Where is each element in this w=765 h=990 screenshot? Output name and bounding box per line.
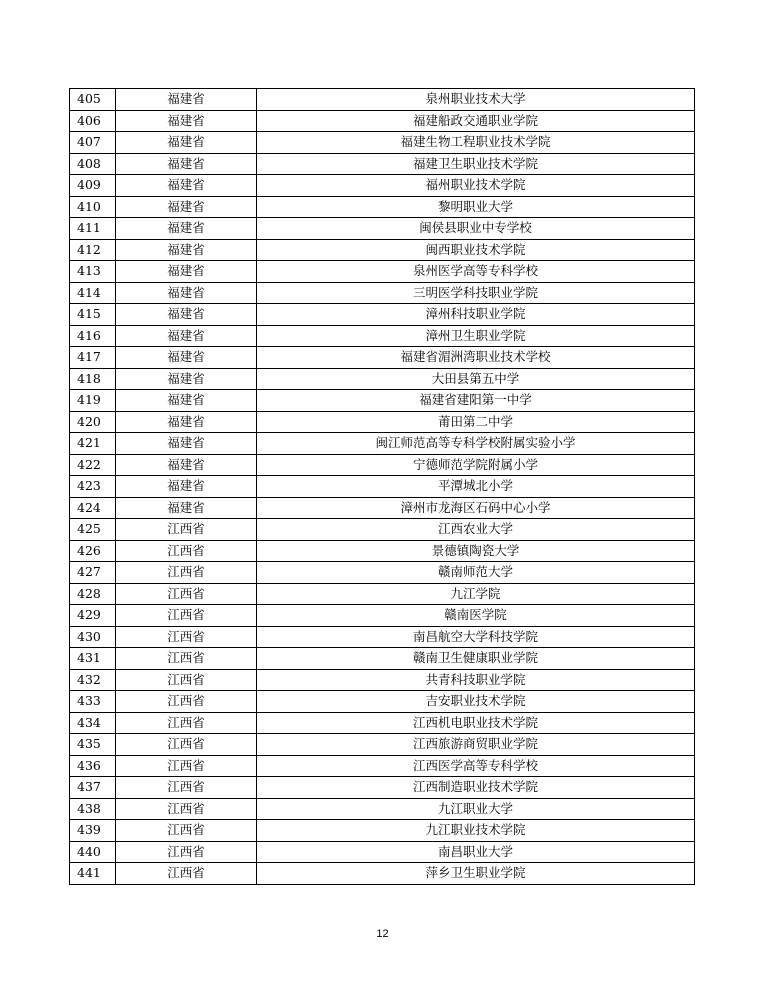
province-cell: 福建省 (116, 239, 257, 261)
province-cell: 福建省 (116, 282, 257, 304)
row-number: 437 (70, 777, 116, 799)
province-cell: 福建省 (116, 175, 257, 197)
row-number: 441 (70, 863, 116, 885)
table-row (70, 626, 695, 648)
province-cell: 江西省 (116, 648, 257, 670)
province-cell: 福建省 (116, 132, 257, 154)
row-number: 423 (70, 476, 116, 498)
province-cell: 江西省 (116, 863, 257, 885)
table-row (70, 755, 695, 777)
table-row (70, 562, 695, 584)
province-cell: 福建省 (116, 411, 257, 433)
row-number: 410 (70, 196, 116, 218)
school-name-cell: 赣南医学院 (257, 605, 695, 627)
school-name-cell: 福建省建阳第一中学 (257, 390, 695, 412)
row-number: 432 (70, 669, 116, 691)
province-cell: 福建省 (116, 433, 257, 455)
province-cell: 江西省 (116, 841, 257, 863)
school-list-table (69, 88, 695, 885)
province-cell: 福建省 (116, 476, 257, 498)
table-row (70, 218, 695, 240)
row-number: 429 (70, 605, 116, 627)
row-number: 418 (70, 368, 116, 390)
table-row (70, 175, 695, 197)
table-row (70, 368, 695, 390)
province-cell: 江西省 (116, 755, 257, 777)
school-name-cell: 漳州科技职业学院 (257, 304, 695, 326)
row-number: 411 (70, 218, 116, 240)
table-row (70, 347, 695, 369)
province-cell: 江西省 (116, 777, 257, 799)
school-name-cell: 莆田第二中学 (257, 411, 695, 433)
row-number: 419 (70, 390, 116, 412)
school-name-cell: 共青科技职业学院 (257, 669, 695, 691)
row-number: 407 (70, 132, 116, 154)
row-number: 439 (70, 820, 116, 842)
table-row (70, 454, 695, 476)
school-name-cell: 福建生物工程职业技术学院 (257, 132, 695, 154)
school-name-cell: 漳州市龙海区石码中心小学 (257, 497, 695, 519)
row-number: 435 (70, 734, 116, 756)
row-number: 426 (70, 540, 116, 562)
school-name-cell: 赣南师范大学 (257, 562, 695, 584)
school-name-cell: 闽江师范高等专科学校附属实验小学 (257, 433, 695, 455)
province-cell: 福建省 (116, 218, 257, 240)
province-cell: 江西省 (116, 669, 257, 691)
school-name-cell: 泉州医学高等专科学校 (257, 261, 695, 283)
school-name-cell: 九江职业技术学院 (257, 820, 695, 842)
table-row (70, 519, 695, 541)
row-number: 408 (70, 153, 116, 175)
province-cell: 江西省 (116, 734, 257, 756)
row-number: 413 (70, 261, 116, 283)
table-row (70, 497, 695, 519)
province-cell: 福建省 (116, 110, 257, 132)
table-row (70, 798, 695, 820)
table-row (70, 110, 695, 132)
province-cell: 江西省 (116, 605, 257, 627)
school-name-cell: 南昌职业大学 (257, 841, 695, 863)
school-name-cell: 闽侯县职业中专学校 (257, 218, 695, 240)
row-number: 424 (70, 497, 116, 519)
row-number: 425 (70, 519, 116, 541)
table-row (70, 583, 695, 605)
school-name-cell: 南昌航空大学科技学院 (257, 626, 695, 648)
page-number: 12 (376, 928, 389, 940)
row-number: 428 (70, 583, 116, 605)
school-name-cell: 福州职业技术学院 (257, 175, 695, 197)
school-name-cell: 江西制造职业技术学院 (257, 777, 695, 799)
row-number: 436 (70, 755, 116, 777)
row-number: 415 (70, 304, 116, 326)
school-name-cell: 福建省湄洲湾职业技术学校 (257, 347, 695, 369)
table-row (70, 691, 695, 713)
row-number: 438 (70, 798, 116, 820)
table-row (70, 304, 695, 326)
row-number: 417 (70, 347, 116, 369)
row-number: 431 (70, 648, 116, 670)
row-number: 422 (70, 454, 116, 476)
school-name-cell: 萍乡卫生职业学院 (257, 863, 695, 885)
row-number: 416 (70, 325, 116, 347)
province-cell: 福建省 (116, 261, 257, 283)
school-name-cell: 江西农业大学 (257, 519, 695, 541)
province-cell: 江西省 (116, 519, 257, 541)
table-row (70, 153, 695, 175)
school-name-cell: 九江学院 (257, 583, 695, 605)
school-name-cell: 大田县第五中学 (257, 368, 695, 390)
table-row (70, 605, 695, 627)
table-row (70, 325, 695, 347)
school-name-cell: 闽西职业技术学院 (257, 239, 695, 261)
province-cell: 江西省 (116, 798, 257, 820)
table-row (70, 89, 695, 111)
school-name-cell: 景德镇陶瓷大学 (257, 540, 695, 562)
table-row (70, 669, 695, 691)
school-name-cell: 吉安职业技术学院 (257, 691, 695, 713)
row-number: 409 (70, 175, 116, 197)
province-cell: 福建省 (116, 454, 257, 476)
table-row (70, 132, 695, 154)
table-row (70, 411, 695, 433)
province-cell: 江西省 (116, 540, 257, 562)
province-cell: 福建省 (116, 347, 257, 369)
table-row (70, 820, 695, 842)
row-number: 434 (70, 712, 116, 734)
table-row (70, 433, 695, 455)
table-row (70, 476, 695, 498)
school-name-cell: 泉州职业技术大学 (257, 89, 695, 111)
province-cell: 江西省 (116, 562, 257, 584)
table-row (70, 390, 695, 412)
table-body (70, 89, 695, 885)
province-cell: 江西省 (116, 583, 257, 605)
province-cell: 福建省 (116, 390, 257, 412)
row-number: 433 (70, 691, 116, 713)
school-name-cell: 福建卫生职业技术学院 (257, 153, 695, 175)
province-cell: 江西省 (116, 712, 257, 734)
province-cell: 江西省 (116, 626, 257, 648)
table-row (70, 841, 695, 863)
table-row (70, 777, 695, 799)
row-number: 414 (70, 282, 116, 304)
row-number: 420 (70, 411, 116, 433)
school-name-cell: 赣南卫生健康职业学院 (257, 648, 695, 670)
school-name-cell: 福建船政交通职业学院 (257, 110, 695, 132)
row-number: 405 (70, 89, 116, 111)
row-number: 421 (70, 433, 116, 455)
school-name-cell: 黎明职业大学 (257, 196, 695, 218)
row-number: 430 (70, 626, 116, 648)
table-row (70, 239, 695, 261)
table-row (70, 712, 695, 734)
table-row (70, 282, 695, 304)
province-cell: 江西省 (116, 691, 257, 713)
province-cell: 福建省 (116, 153, 257, 175)
table-row (70, 863, 695, 885)
school-name-cell: 宁德师范学院附属小学 (257, 454, 695, 476)
table-row (70, 648, 695, 670)
province-cell: 福建省 (116, 497, 257, 519)
province-cell: 福建省 (116, 368, 257, 390)
row-number: 440 (70, 841, 116, 863)
province-cell: 福建省 (116, 304, 257, 326)
school-name-cell: 江西医学高等专科学校 (257, 755, 695, 777)
row-number: 412 (70, 239, 116, 261)
table-row (70, 196, 695, 218)
row-number: 406 (70, 110, 116, 132)
school-name-cell: 九江职业大学 (257, 798, 695, 820)
table-row (70, 734, 695, 756)
row-number: 427 (70, 562, 116, 584)
table-row (70, 261, 695, 283)
school-name-cell: 江西机电职业技术学院 (257, 712, 695, 734)
province-cell: 福建省 (116, 325, 257, 347)
school-name-cell: 江西旅游商贸职业学院 (257, 734, 695, 756)
school-name-cell: 漳州卫生职业学院 (257, 325, 695, 347)
province-cell: 福建省 (116, 196, 257, 218)
province-cell: 福建省 (116, 89, 257, 111)
table-row (70, 540, 695, 562)
province-cell: 江西省 (116, 820, 257, 842)
school-name-cell: 三明医学科技职业学院 (257, 282, 695, 304)
school-name-cell: 平潭城北小学 (257, 476, 695, 498)
